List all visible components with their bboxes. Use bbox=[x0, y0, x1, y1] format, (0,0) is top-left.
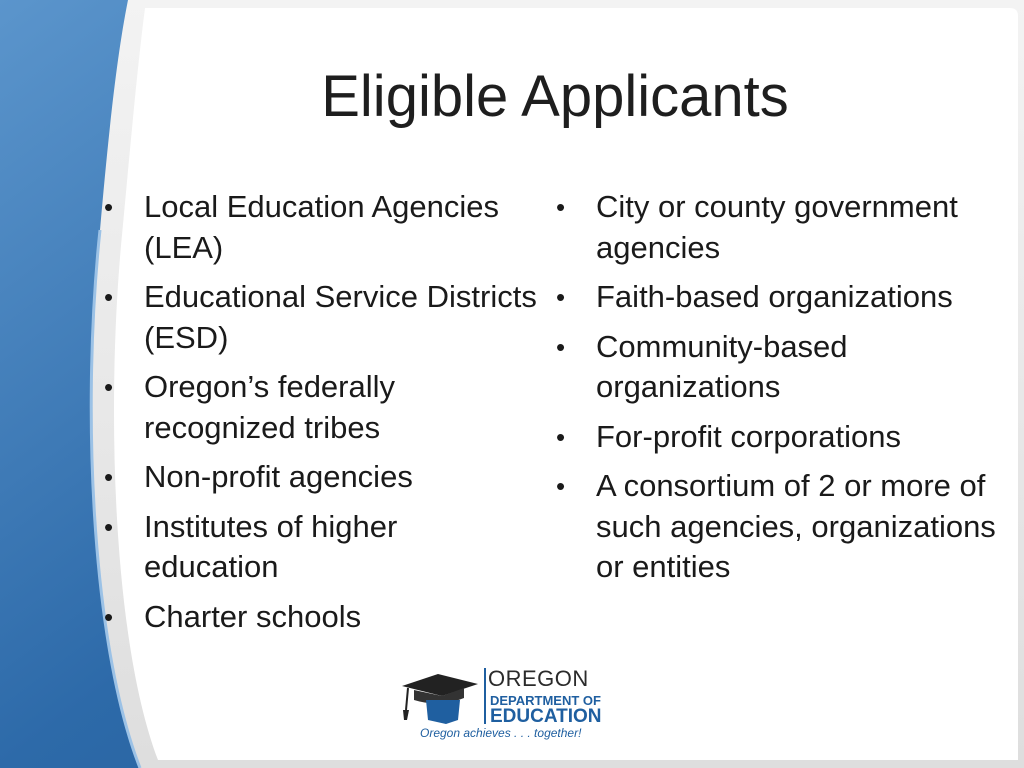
list-item: • Community-based organizations bbox=[552, 327, 1002, 408]
list-item: • Educational Service Districts (ESD) bbox=[100, 277, 540, 358]
list-item: • Local Education Agencies (LEA) bbox=[100, 187, 540, 268]
list-item: • Oregon’s federally recognized tribes bbox=[100, 367, 540, 448]
list-item: • For-profit corporations bbox=[552, 417, 1002, 458]
list-item: • Institutes of higher education bbox=[100, 507, 540, 588]
oregon-education-logo bbox=[398, 664, 608, 746]
right-bullet-list bbox=[552, 187, 1002, 597]
logo-oregon-text: OREGON bbox=[488, 666, 589, 691]
graduation-cap-icon bbox=[398, 670, 482, 726]
left-bullet-list bbox=[100, 187, 540, 646]
list-item: • City or county government agencies bbox=[552, 187, 1002, 268]
logo-education-text: EDUCATION bbox=[490, 706, 602, 727]
slide-title: Eligible Applicants bbox=[321, 64, 789, 129]
list-item: • Charter schools bbox=[100, 597, 540, 638]
list-item: • Non-profit agencies bbox=[100, 457, 540, 498]
logo-tagline: Oregon achieves . . . together! bbox=[420, 726, 582, 740]
list-item: • Faith-based organizations bbox=[552, 277, 1002, 318]
logo-department-text: DEPARTMENT OF bbox=[490, 693, 601, 708]
list-item: • A consortium of 2 or more of such agencies, organizations or entities bbox=[552, 466, 1002, 588]
logo-divider bbox=[484, 668, 486, 724]
